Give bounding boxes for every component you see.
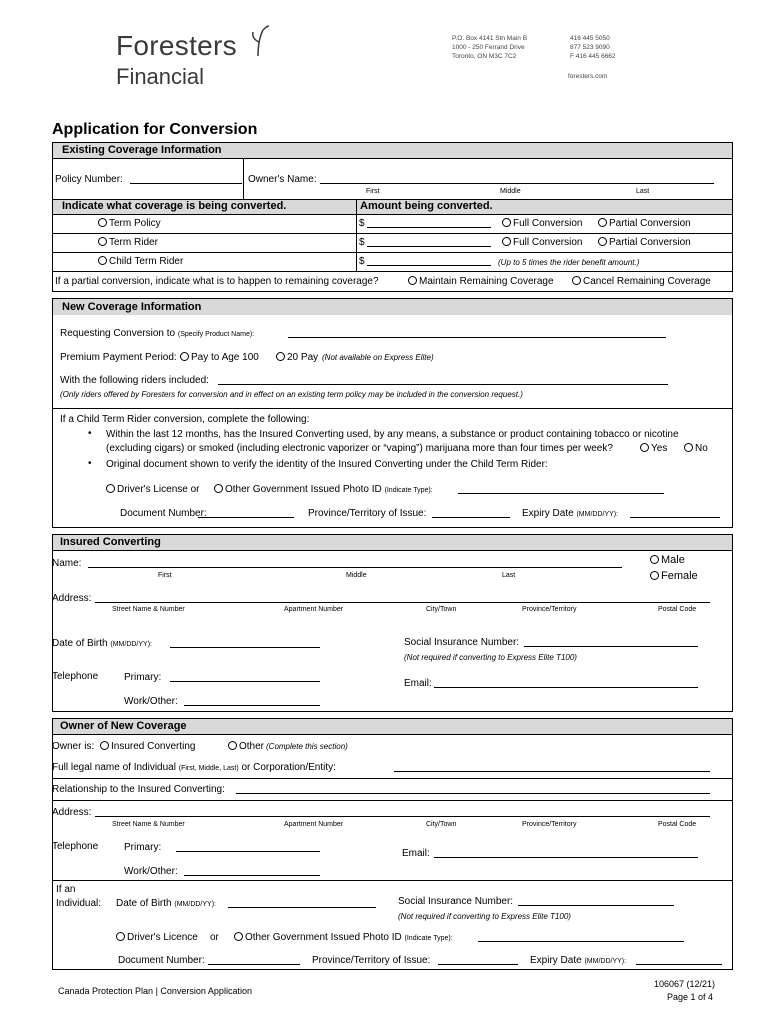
- owner-work-phone-field[interactable]: [184, 866, 320, 876]
- last-caption: Last: [636, 188, 650, 195]
- owner-other-id-option[interactable]: Other Government Issued Photo ID (Indicate Type):: [234, 932, 453, 943]
- policy-number-field[interactable]: [130, 174, 242, 184]
- radio-icon: [98, 218, 107, 227]
- dob-label: Date of Birth (MM/DD/YY):: [116, 898, 216, 909]
- document-number-label: Document Number:: [118, 955, 205, 966]
- term-rider-amount-field[interactable]: [367, 237, 491, 247]
- owner-primary-phone-field[interactable]: [176, 842, 320, 852]
- indicate-heading: Indicate what coverage is being converted.: [62, 200, 287, 212]
- telephone-label: Telephone: [52, 671, 99, 682]
- dollar-sign: $: [359, 237, 365, 248]
- pay-to-100-option[interactable]: Pay to Age 100: [180, 352, 259, 363]
- policy-number-label: Policy Number:: [55, 174, 123, 185]
- product-name-field[interactable]: [288, 328, 666, 338]
- cancel-option[interactable]: Cancel Remaining Coverage: [572, 276, 711, 287]
- sin-note: (Not required if converting to Express Elite T100): [398, 912, 571, 921]
- maintain-option[interactable]: Maintain Remaining Coverage: [408, 276, 554, 287]
- radio-icon: [640, 443, 649, 452]
- tobacco-question: Within the last 12 months, has the Insured Converting used, by any means, a substance or product containing tobacco or nicotine: [106, 429, 679, 440]
- owner-sin-field[interactable]: [518, 896, 674, 906]
- owner-province-issue-field[interactable]: [438, 955, 518, 965]
- partial-conversion-option[interactable]: Partial Conversion: [598, 218, 691, 229]
- logo-subtitle: Financial: [116, 64, 205, 89]
- full-conversion-option[interactable]: Full Conversion: [502, 237, 582, 248]
- last-caption: Last: [502, 572, 516, 579]
- id-type-field[interactable]: [458, 484, 664, 494]
- first-caption: First: [366, 188, 380, 195]
- child-term-intro: If a Child Term Rider conversion, complete the following:: [60, 414, 310, 425]
- term-policy-option[interactable]: Term Policy: [98, 218, 161, 229]
- primary-label: Primary:: [124, 672, 162, 683]
- page-number: Page 1 of 4: [667, 992, 714, 1002]
- primary-label: Primary:: [124, 842, 162, 853]
- expiry-label: Expiry Date (MM/DD/YY):: [530, 955, 627, 966]
- owner-dob-field[interactable]: [228, 898, 376, 908]
- riders-label: With the following riders included:: [60, 375, 209, 386]
- dob-label: Date of Birth (MM/DD/YY):: [52, 638, 152, 649]
- radio-icon: [502, 237, 511, 246]
- term-rider-option[interactable]: Term Rider: [98, 237, 158, 248]
- city-caption: City/Town: [426, 606, 457, 613]
- work-label: Work/Other:: [124, 866, 178, 877]
- bullet-icon: •: [88, 458, 92, 469]
- radio-icon: [650, 555, 659, 564]
- existing-coverage-section: [52, 142, 733, 292]
- amount-heading: Amount being converted.: [360, 200, 493, 212]
- sin-label: Social Insurance Number:: [404, 637, 520, 648]
- riders-note: (Only riders offered by Foresters for conversion and in effect on an existing term policy may be included in the conversion request.): [60, 390, 523, 399]
- province-issue-label: Province/Territory of Issue:: [308, 508, 427, 519]
- province-issue-field[interactable]: [432, 508, 510, 518]
- or-label: or: [210, 932, 219, 943]
- insured-address-field[interactable]: [95, 593, 710, 603]
- section-heading: Existing Coverage Information: [62, 144, 222, 156]
- first-caption: First: [158, 572, 172, 579]
- sin-note: (Not required if converting to Express Elite T100): [404, 653, 577, 662]
- owners-name-label: Owner's Name:: [248, 174, 317, 185]
- email-label: Email:: [404, 678, 432, 689]
- insured-dob-field[interactable]: [170, 638, 320, 648]
- name-label: Name:: [52, 558, 82, 569]
- street-caption: Street Name & Number: [112, 821, 185, 828]
- middle-caption: Middle: [346, 572, 367, 579]
- partial-conversion-option[interactable]: Partial Conversion: [598, 237, 691, 248]
- owners-name-field[interactable]: [320, 174, 714, 184]
- relationship-field[interactable]: [236, 784, 710, 794]
- radio-icon: [180, 352, 189, 361]
- insured-name-field[interactable]: [88, 558, 622, 568]
- radio-icon: [116, 932, 125, 941]
- street-caption: Street Name & Number: [112, 606, 185, 613]
- radio-icon: [684, 443, 693, 452]
- owner-expiry-field[interactable]: [636, 955, 722, 965]
- insured-sin-field[interactable]: [524, 637, 698, 647]
- province-issue-label: Province/Territory of Issue:: [312, 955, 431, 966]
- logo-wordmark: Foresters: [116, 30, 237, 61]
- company-website: foresters.com: [568, 73, 608, 80]
- other-id-option[interactable]: Other Government Issued Photo ID (Indicate Type):: [214, 484, 433, 495]
- email-label: Email:: [402, 848, 430, 859]
- owner-address-field[interactable]: [95, 807, 710, 817]
- owner-id-type-field[interactable]: [478, 932, 684, 942]
- postal-caption: Postal Code: [658, 606, 697, 613]
- radio-icon: [598, 218, 607, 227]
- female-option[interactable]: Female: [650, 570, 698, 582]
- section-heading: New Coverage Information: [62, 301, 202, 313]
- male-option[interactable]: Male: [650, 554, 685, 566]
- if-an-label: If an: [56, 884, 76, 895]
- bullet-icon: •: [88, 428, 92, 439]
- partial-question: If a partial conversion, indicate what is to happen to remaining coverage?: [55, 276, 379, 287]
- child-rider-amount-field[interactable]: [367, 256, 491, 266]
- document-number-label: Document Number:: [120, 508, 207, 519]
- document-number-field[interactable]: [198, 508, 294, 518]
- radio-icon: [228, 741, 237, 750]
- radio-icon: [598, 237, 607, 246]
- insured-work-phone-field[interactable]: [184, 696, 320, 706]
- tobacco-question-cont: (excluding cigars) or smoked (including electronic vaporizer or “vaping”) marijuana more than four times per week?: [106, 443, 613, 454]
- radio-icon: [234, 932, 243, 941]
- section-heading: Owner of New Coverage: [60, 720, 187, 732]
- telephone-label: Telephone: [52, 841, 99, 852]
- no-option[interactable]: No: [684, 443, 708, 454]
- original-document-label: Original document shown to verify the identity of the Insured Converting under the Child Term Rider:: [106, 459, 548, 470]
- radio-icon: [214, 484, 223, 493]
- drivers-license-option[interactable]: Driver's License or: [106, 484, 200, 495]
- owner-email-field[interactable]: [434, 848, 698, 858]
- page-title: Application for Conversion: [52, 121, 258, 138]
- full-name-label: Full legal name of Individual (First, Middle, Last) or Corporation/Entity:: [52, 762, 336, 773]
- owner-insured-option[interactable]: Insured Converting: [100, 741, 196, 752]
- radio-icon: [502, 218, 511, 227]
- section-heading: Insured Converting: [60, 536, 161, 548]
- child-term-rider-option[interactable]: Child Term Rider: [98, 256, 183, 267]
- owner-is-label: Owner is:: [52, 741, 95, 752]
- yes-option[interactable]: Yes: [640, 443, 667, 454]
- province-caption: Province/Territory: [522, 606, 577, 613]
- pay-20-option[interactable]: 20 Pay: [276, 352, 318, 363]
- logo-sprout-icon: [248, 24, 270, 58]
- riders-field[interactable]: [218, 375, 668, 385]
- term-policy-amount-field[interactable]: [367, 218, 491, 228]
- apartment-caption: Apartment Number: [284, 821, 344, 828]
- insured-email-field[interactable]: [434, 678, 698, 688]
- form-number: 106067 (12/21): [654, 979, 716, 989]
- radio-icon: [408, 276, 417, 285]
- dollar-sign: $: [359, 256, 365, 267]
- radio-icon: [276, 352, 285, 361]
- postal-caption: Postal Code: [658, 821, 697, 828]
- expiry-field[interactable]: [630, 508, 720, 518]
- apartment-caption: Apartment Number: [284, 606, 344, 613]
- requesting-label: Requesting Conversion to (Specify Product Name):: [60, 328, 255, 339]
- company-phones: 416 445 5050 877 523 9090 F 416 445 6662: [570, 35, 616, 60]
- not-available-note: (Not available on Express Elite): [322, 353, 434, 362]
- address-label: Address:: [52, 807, 92, 818]
- radio-icon: [98, 256, 107, 265]
- owner-other-option[interactable]: Other: [228, 741, 264, 752]
- address-label: Address:: [52, 593, 92, 604]
- sin-label: Social Insurance Number:: [398, 896, 514, 907]
- radio-icon: [106, 484, 115, 493]
- dollar-sign: $: [359, 218, 365, 229]
- radio-icon: [100, 741, 109, 750]
- premium-label: Premium Payment Period:: [60, 352, 177, 363]
- company-address: P.O. Box 4141 Stn Main B 1000 - 250 Ferrand Drive Toronto, ON M3C 7C2: [452, 35, 528, 60]
- insured-primary-phone-field[interactable]: [170, 672, 320, 682]
- up-to-note: (Up to 5 times the rider benefit amount.): [498, 258, 640, 267]
- work-label: Work/Other:: [124, 696, 178, 707]
- owner-drivers-licence-option[interactable]: Driver's Licence: [116, 932, 198, 943]
- expiry-label: Expiry Date (MM/DD/YY):: [522, 508, 619, 519]
- individual-label: Individual:: [56, 898, 102, 909]
- radio-icon: [98, 237, 107, 246]
- radio-icon: [572, 276, 581, 285]
- footer-left: Canada Protection Plan | Conversion Application: [58, 986, 252, 996]
- full-conversion-option[interactable]: Full Conversion: [502, 218, 582, 229]
- relationship-label: Relationship to the Insured Converting:: [52, 784, 225, 795]
- complete-note: (Complete this section): [266, 742, 348, 751]
- city-caption: City/Town: [426, 821, 457, 828]
- radio-icon: [650, 571, 659, 580]
- middle-caption: Middle: [500, 188, 521, 195]
- owner-full-name-field[interactable]: [394, 762, 710, 772]
- province-caption: Province/Territory: [522, 821, 577, 828]
- owner-document-number-field[interactable]: [208, 955, 300, 965]
